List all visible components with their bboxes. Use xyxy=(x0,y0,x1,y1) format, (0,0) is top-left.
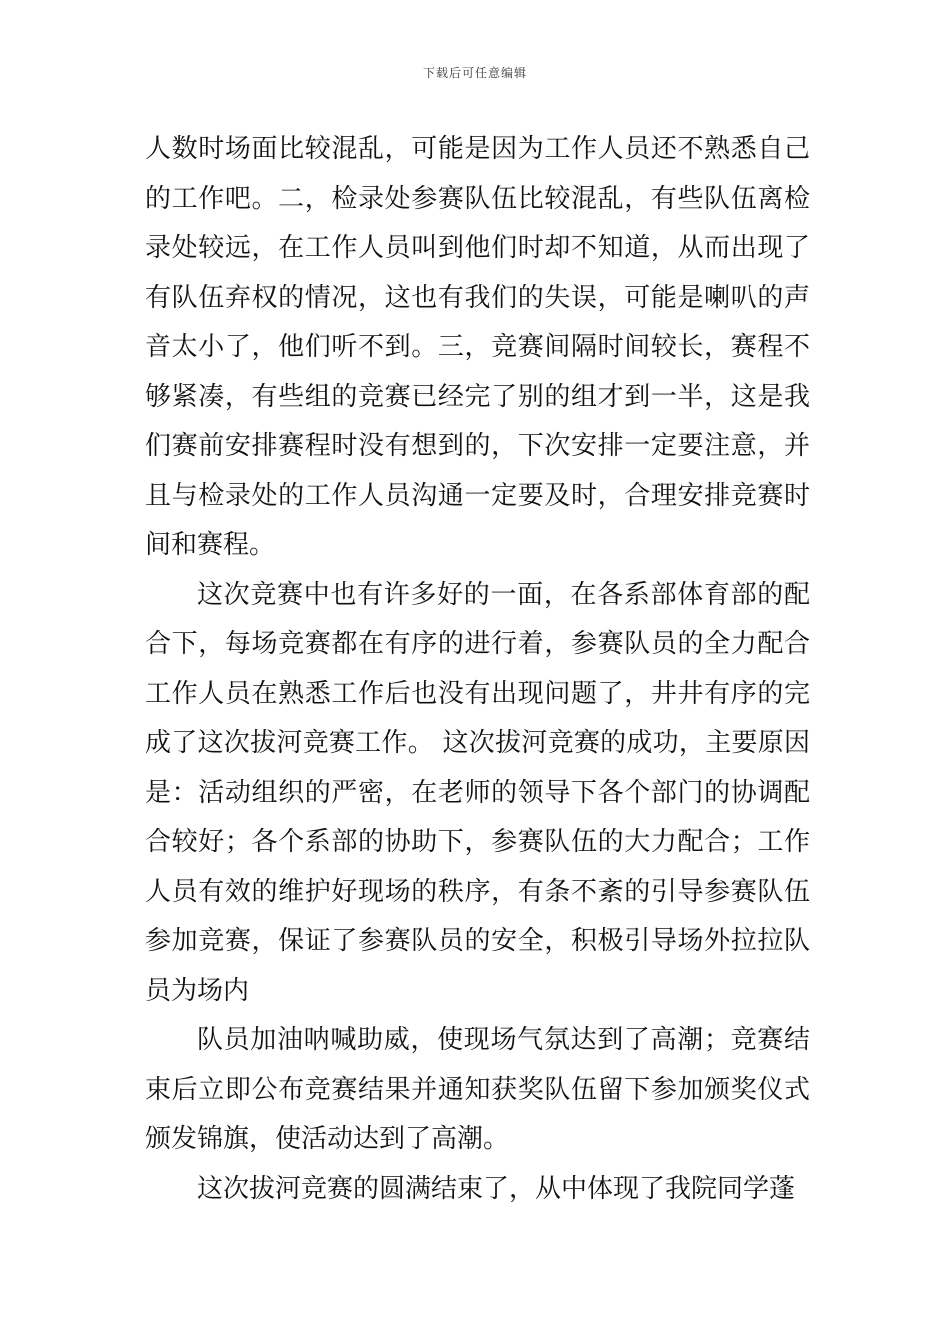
paragraph-continuation: 人数时场面比较混乱，可能是因为工作人员还不熟悉自己的工作吧。二，检录处参赛队伍比较混乱，有些队伍离检录处较远，在工作人员叫到他们时却不知道，从而出现了有队伍弃权的情况，这也有我们的失误，可能是喇叭的声音太小了，他们听不到。三，竞赛间隔时间较长，赛程不够紧凑，有些组的竞赛已经完了别的组才到一半，这是我们赛前安排赛程时没有想到的，下次安排一定要注意，并且与检录处的工作人员沟通一定要及时，合理安排竞赛时间和赛程。 xyxy=(145,134,810,560)
document-body xyxy=(145,125,810,1214)
paragraph-competition-positives: 这次竞赛中也有许多好的一面，在各系部体育部的配合下，每场竞赛都在有序的进行着，参赛队员的全力配合工作人员在熟悉工作后也没有出现问题了，井井有序的完成了这次拔河竞赛工作。 这次拔河竞赛的成功，主要原因是：活动组织的严密，在老师的领导下各个部门的协调配合较好；各个系部的协助下，参赛队伍的大力配合；工作人员有效的维护好现场的秩序，有条不紊的引导参赛队伍参加竞赛，保证了参赛队员的安全，积极引导场外拉拉队员为场内 xyxy=(145,579,810,1006)
page-header: 下载后可任意编辑 xyxy=(422,66,527,80)
paragraph-cheering-awards: 队员加油呐喊助威，使现场气氛达到了高潮；竞赛结束后立即公布竞赛结果并通知获奖队伍留下参加颁奖仪式颁发锦旗，使活动达到了高潮。 xyxy=(145,1025,810,1154)
paragraph-conclusion: 这次拔河竞赛的圆满结束了，从中体现了我院同学蓬 xyxy=(197,1173,796,1204)
